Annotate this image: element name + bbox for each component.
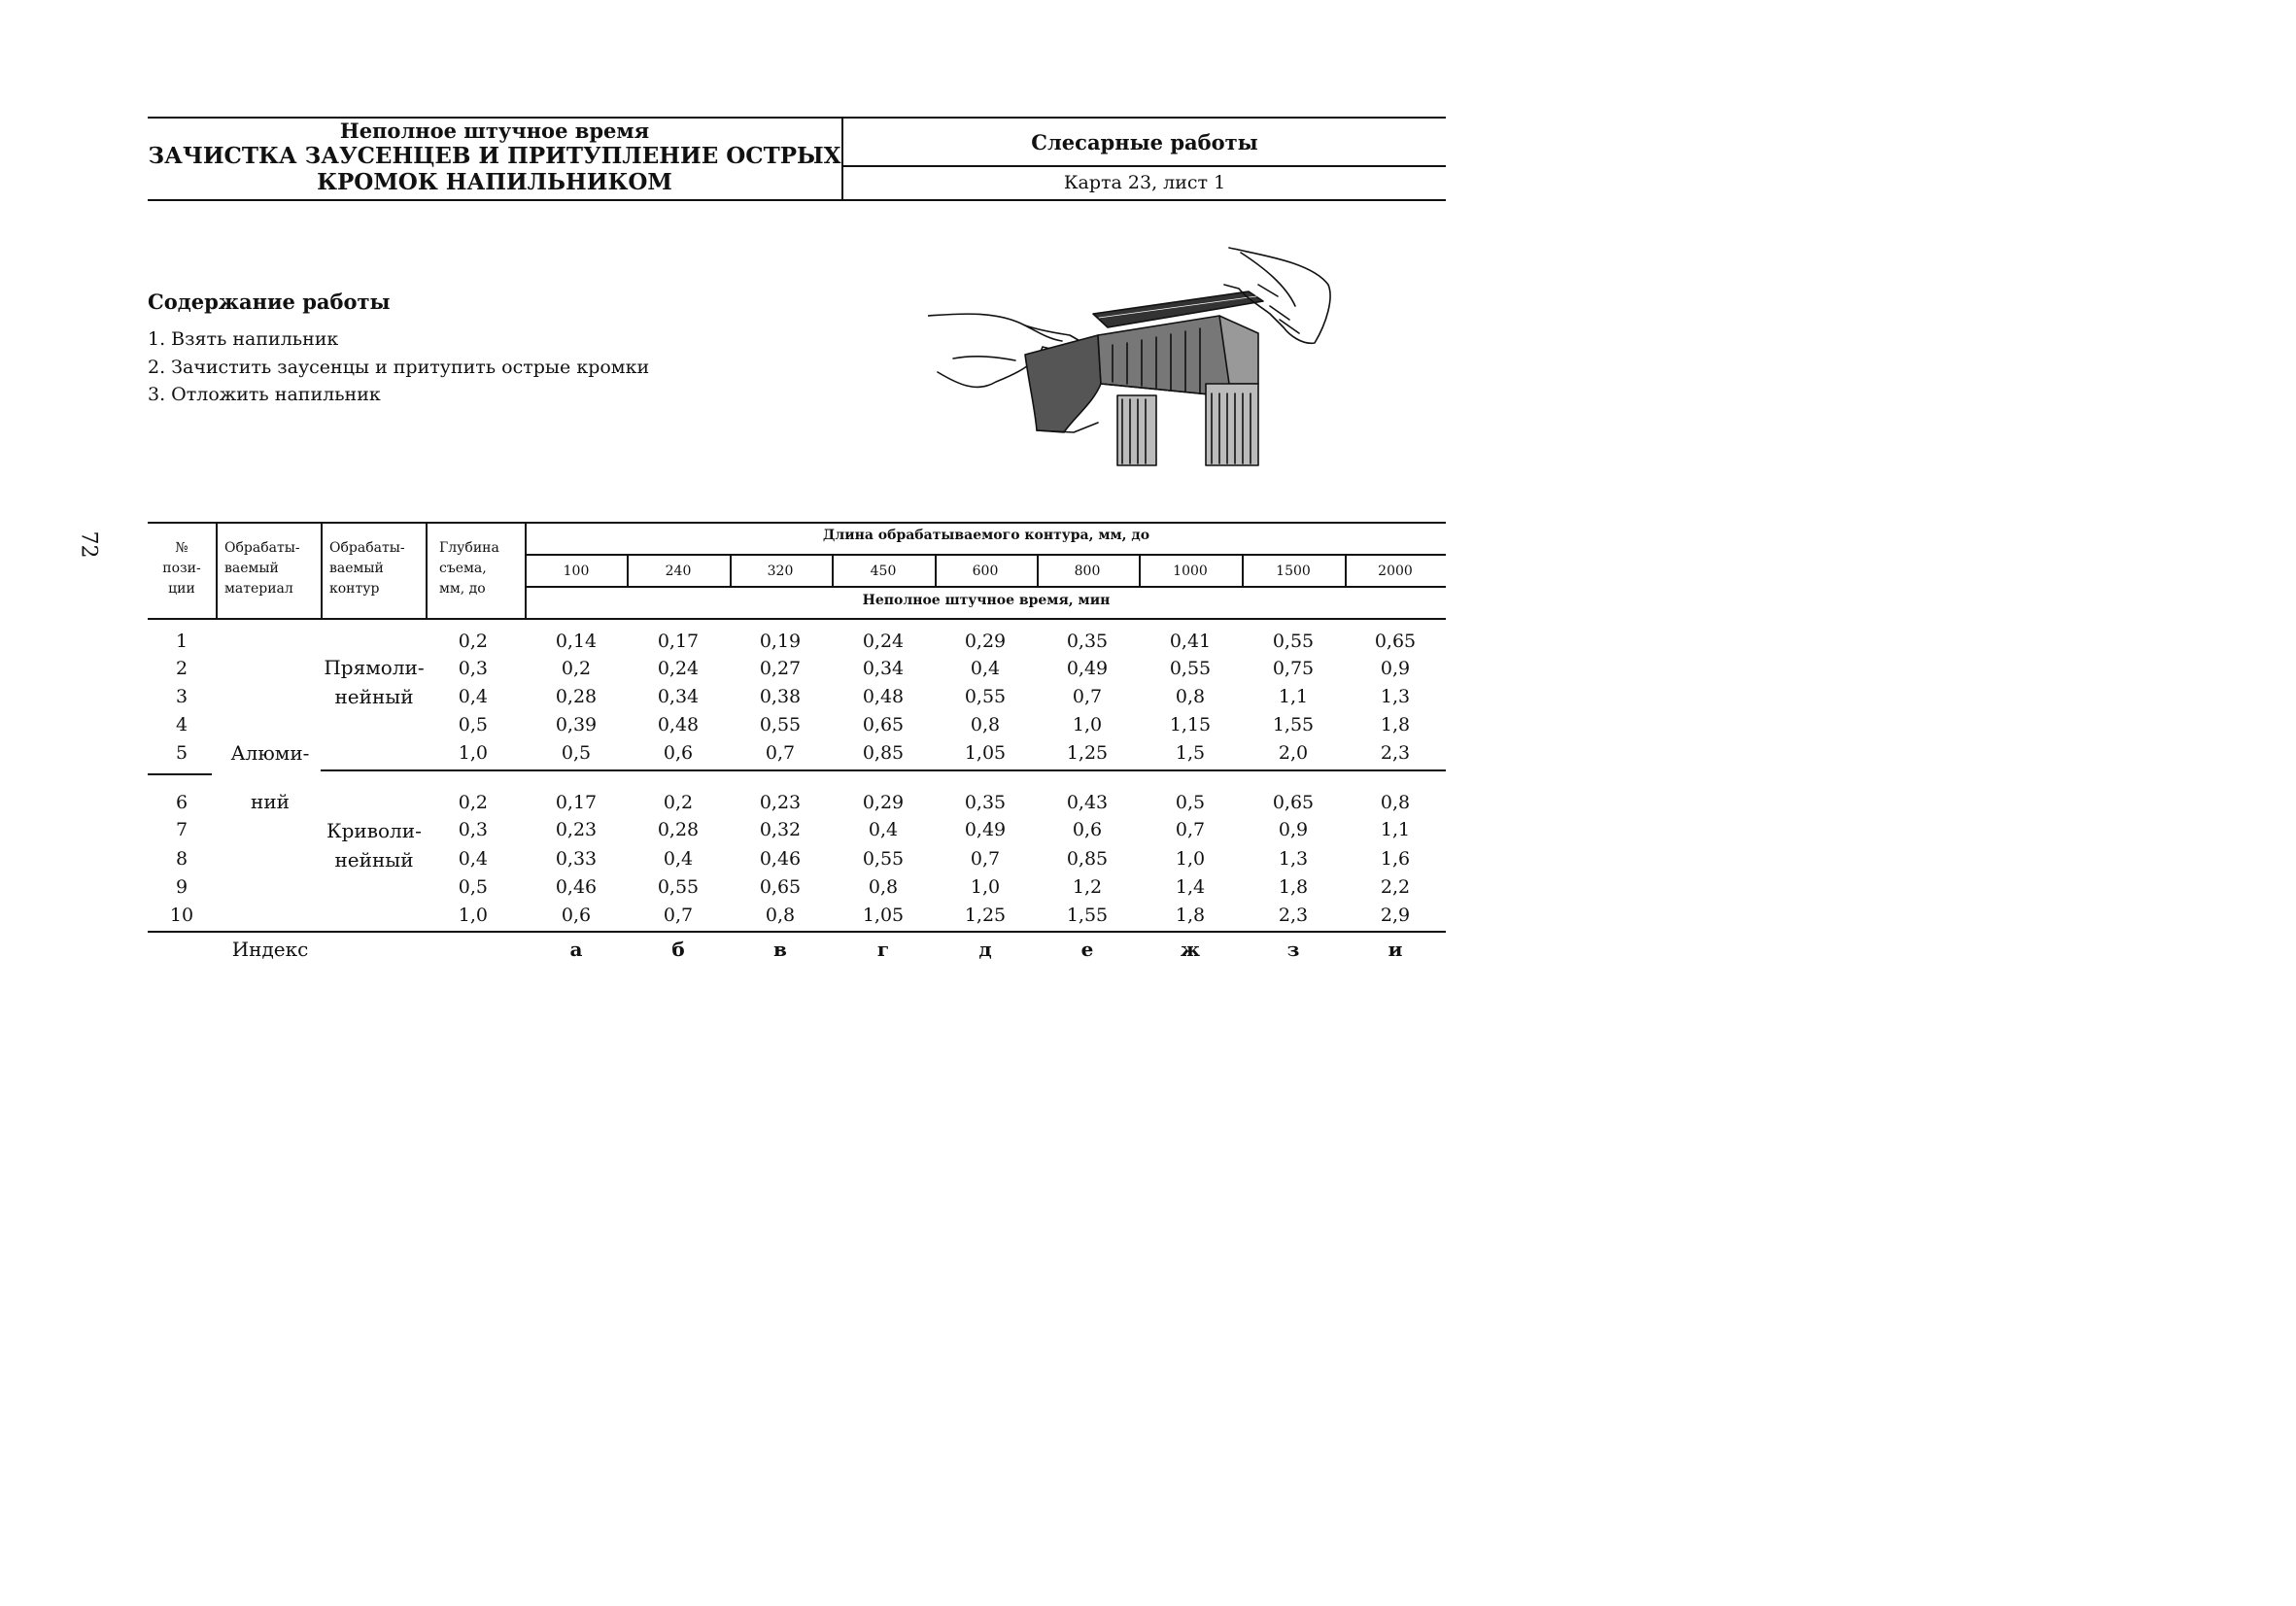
time-cell: 1,15: [1169, 714, 1212, 735]
time-cell: 0,24: [862, 631, 905, 652]
header-length-span: Длина обрабатываемого контура, мм, до: [822, 528, 1150, 543]
time-cell: 0,55: [759, 714, 802, 735]
time-cell: 0,7: [1175, 819, 1206, 840]
card-subtitle: Неполное штучное время: [339, 119, 650, 143]
time-cell: 0,33: [555, 848, 598, 870]
index-cell: з: [1286, 938, 1300, 961]
time-cell: 2,0: [1278, 742, 1309, 764]
time-cell: 0,34: [657, 686, 700, 707]
header-depth: Глубина съема, мм, до: [439, 540, 499, 597]
time-cell: 0,19: [759, 631, 802, 652]
time-cell: 0,6: [1072, 819, 1103, 840]
time-cell: 0,75: [1272, 658, 1315, 679]
header-contour: Обрабаты- ваемый контур: [329, 540, 405, 597]
row-position: 7: [175, 819, 188, 840]
time-cell: 0,48: [862, 686, 905, 707]
time-cell: 1,05: [964, 742, 1007, 764]
time-cell: 1,6: [1380, 848, 1411, 870]
section-name: Слесарные работы: [1031, 130, 1258, 154]
time-cell: 0,28: [657, 819, 700, 840]
row-position: 8: [175, 848, 188, 870]
length-header: 450: [870, 564, 897, 579]
time-cell: 0,46: [759, 848, 802, 870]
time-cell: 0,7: [663, 905, 694, 926]
card-title-line1: ЗАЧИСТКА ЗАУСЕНЦЕВ И ПРИТУПЛЕНИЕ ОСТРЫХ: [148, 143, 841, 169]
row-depth: 0,2: [458, 792, 488, 813]
row-depth: 0,2: [458, 631, 488, 652]
row-depth: 0,4: [458, 848, 488, 870]
row-position: 4: [175, 714, 188, 735]
row-position: 5: [175, 742, 188, 764]
time-cell: 0,34: [862, 658, 905, 679]
row-position: 6: [175, 792, 188, 813]
time-cell: 0,85: [1066, 848, 1109, 870]
index-cell: а: [569, 938, 583, 961]
time-cell: 0,4: [970, 658, 1001, 679]
length-header: 600: [972, 564, 999, 579]
index-cell: в: [773, 938, 787, 961]
material-label-line2: ний: [251, 790, 290, 813]
time-cell: 1,8: [1278, 876, 1309, 898]
time-cell: 0,55: [964, 686, 1007, 707]
card-number: Карта 23, лист 1: [1063, 172, 1226, 193]
time-cell: 2,2: [1380, 876, 1411, 898]
index-cell: б: [671, 938, 685, 961]
time-cell: 0,38: [759, 686, 802, 707]
time-cell: 1,0: [1175, 848, 1206, 870]
time-cell: 1,1: [1380, 819, 1411, 840]
row-position: 2: [175, 658, 188, 679]
time-cell: 0,7: [970, 848, 1001, 870]
time-cell: 0,7: [765, 742, 796, 764]
content-step: 1. Взять напильник: [148, 328, 339, 350]
header-time-span: Неполное штучное время, мин: [862, 593, 1111, 608]
time-cell: 0,55: [1169, 658, 1212, 679]
time-cell: 0,7: [1072, 686, 1103, 707]
length-header: 100: [563, 564, 590, 579]
time-cell: 0,23: [555, 819, 598, 840]
contour-curved-line2: нейный: [334, 848, 414, 871]
time-cell: 1,1: [1278, 686, 1309, 707]
length-header: 320: [767, 564, 794, 579]
time-cell: 0,35: [1066, 631, 1109, 652]
card-title-block: [148, 117, 841, 200]
index-cell: г: [876, 938, 890, 961]
row-position: 10: [169, 905, 194, 926]
time-cell: 0,55: [862, 848, 905, 870]
time-cell: 0,55: [1272, 631, 1315, 652]
index-cell: д: [978, 938, 992, 961]
row-depth: 1,0: [458, 905, 488, 926]
row-depth: 0,5: [458, 714, 488, 735]
page-number: 72: [76, 530, 101, 559]
time-cell: 1,55: [1272, 714, 1315, 735]
time-cell: 0,43: [1066, 792, 1109, 813]
time-cell: 0,6: [561, 905, 592, 926]
length-header: 240: [665, 564, 692, 579]
time-cell: 1,25: [1066, 742, 1109, 764]
index-cell: и: [1388, 938, 1403, 961]
time-cell: 0,48: [657, 714, 700, 735]
row-depth: 0,3: [458, 819, 488, 840]
card-title-line2: КРОМОК НАПИЛЬНИКОМ: [317, 169, 672, 195]
time-cell: 0,41: [1169, 631, 1212, 652]
time-cell: 0,65: [759, 876, 802, 898]
time-cell: 0,2: [561, 658, 592, 679]
time-cell: 0,46: [555, 876, 598, 898]
time-cell: 0,55: [657, 876, 700, 898]
time-cell: 0,28: [555, 686, 598, 707]
row-position: 9: [175, 876, 188, 898]
time-cell: 1,2: [1072, 876, 1103, 898]
time-cell: 0,65: [1272, 792, 1315, 813]
time-cell: 0,32: [759, 819, 802, 840]
time-cell: 0,23: [759, 792, 802, 813]
length-header: 2000: [1378, 564, 1413, 579]
material-label-line1: Алюми-: [230, 741, 310, 765]
time-cell: 1,4: [1175, 876, 1206, 898]
time-cell: 0,4: [868, 819, 899, 840]
row-depth: 0,3: [458, 658, 488, 679]
time-cell: 0,14: [555, 631, 598, 652]
time-cell: 0,8: [1380, 792, 1411, 813]
time-cell: 0,5: [561, 742, 592, 764]
time-cell: 0,2: [663, 792, 694, 813]
time-cell: 0,8: [765, 905, 796, 926]
time-cell: 0,5: [1175, 792, 1206, 813]
content-step: 2. Зачистить заусенцы и притупить острые кромки: [148, 356, 650, 378]
length-header: 1500: [1276, 564, 1311, 579]
index-cell: ж: [1180, 938, 1201, 961]
time-cell: 1,05: [862, 905, 905, 926]
time-cell: 0,17: [657, 631, 700, 652]
row-depth: 0,4: [458, 686, 488, 707]
time-cell: 1,55: [1066, 905, 1109, 926]
time-cell: 0,65: [1374, 631, 1417, 652]
contour-curved-line1: Криволи-: [326, 819, 422, 842]
row-position: 3: [175, 686, 188, 707]
time-cell: 0,29: [862, 792, 905, 813]
content-steps: [148, 325, 649, 409]
time-cell: 1,25: [964, 905, 1007, 926]
time-cell: 0,27: [759, 658, 802, 679]
time-cell: 1,8: [1175, 905, 1206, 926]
row-position: 1: [175, 631, 188, 652]
time-cell: 0,29: [964, 631, 1007, 652]
time-cell: 0,49: [964, 819, 1007, 840]
content-step: 3. Отложить напильник: [148, 384, 381, 405]
time-cell: 0,39: [555, 714, 598, 735]
header-material: Обрабаты- ваемый материал: [224, 540, 300, 597]
time-cell: 0,35: [964, 792, 1007, 813]
length-header: 800: [1074, 564, 1101, 579]
time-cell: 1,0: [1072, 714, 1103, 735]
time-cell: 1,0: [970, 876, 1001, 898]
time-cell: 2,3: [1278, 905, 1309, 926]
time-cell: 1,8: [1380, 714, 1411, 735]
index-cell: е: [1080, 938, 1094, 961]
filing-illustration: [928, 238, 1336, 466]
time-cell: 0,24: [657, 658, 700, 679]
time-cell: 0,9: [1380, 658, 1411, 679]
index-label: Индекс: [231, 938, 309, 961]
time-cell: 0,85: [862, 742, 905, 764]
row-depth: 1,0: [458, 742, 488, 764]
time-cell: 0,49: [1066, 658, 1109, 679]
time-cell: 0,6: [663, 742, 694, 764]
time-cell: 1,5: [1175, 742, 1206, 764]
time-cell: 0,8: [868, 876, 899, 898]
time-cell: 0,17: [555, 792, 598, 813]
time-cell: 0,8: [1175, 686, 1206, 707]
contour-straight-line2: нейный: [334, 685, 414, 708]
time-cell: 2,9: [1380, 905, 1411, 926]
row-depth: 0,5: [458, 876, 488, 898]
time-cell: 0,8: [970, 714, 1001, 735]
time-cell: 0,65: [862, 714, 905, 735]
length-header: 1000: [1173, 564, 1208, 579]
header-position: № пози- ции: [162, 540, 201, 597]
time-cell: 1,3: [1380, 686, 1411, 707]
time-cell: 2,3: [1380, 742, 1411, 764]
time-cell: 0,4: [663, 848, 694, 870]
contour-straight-line1: Прямоли-: [324, 656, 425, 679]
content-title: Содержание работы: [148, 290, 391, 314]
time-cell: 0,9: [1278, 819, 1309, 840]
time-cell: 1,3: [1278, 848, 1309, 870]
